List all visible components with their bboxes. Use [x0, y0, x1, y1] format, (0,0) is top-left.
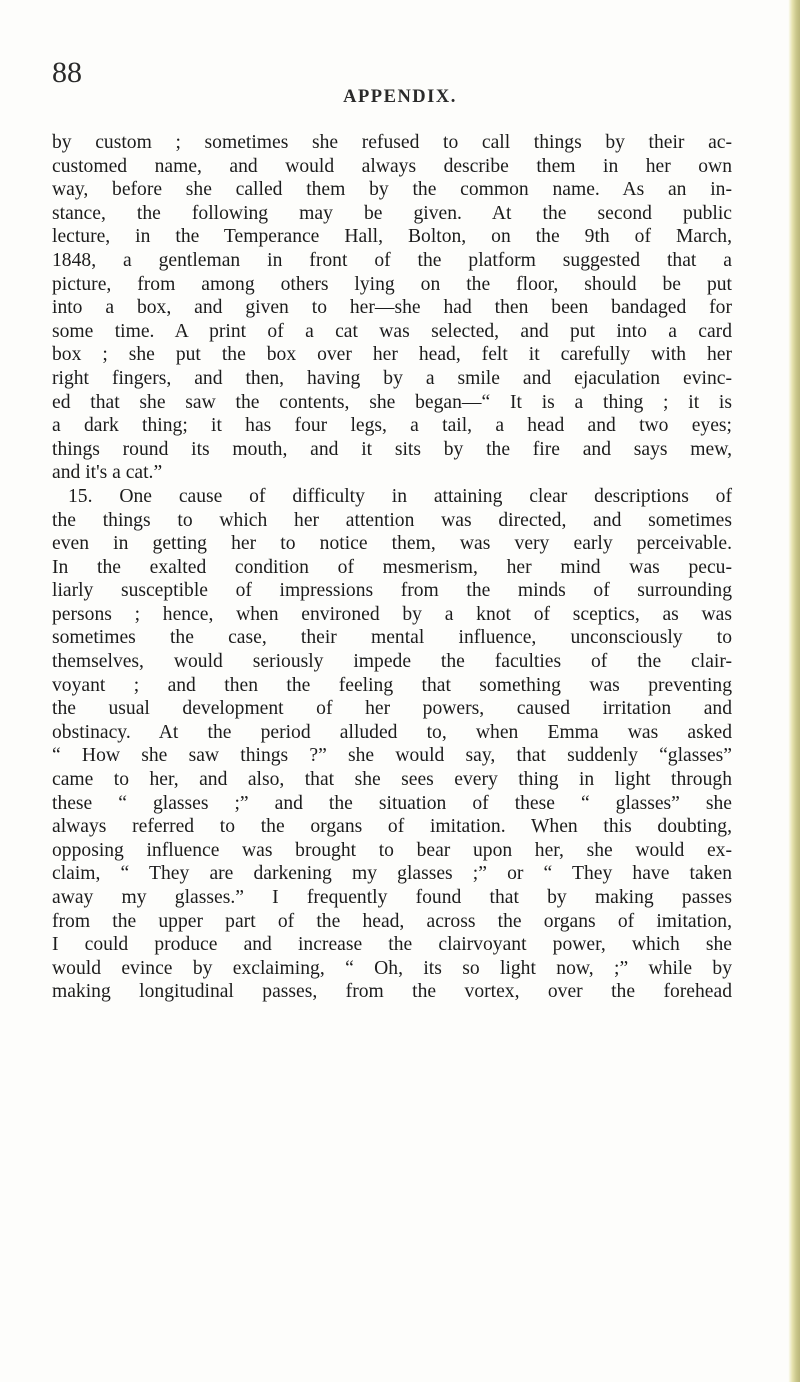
- page-number: 88: [52, 56, 82, 89]
- text-line: into a box, and given to her—she had then been bandaged for: [52, 297, 732, 319]
- text-line: away my glasses.” I frequently found that by making passes: [52, 887, 732, 908]
- text-line: the things to which her attention was directed, and sometimes: [52, 509, 732, 531]
- text-line: claim, “ They are darkening my glasses ;” or “ They have taken: [52, 863, 732, 885]
- body-text: [52, 131, 732, 1004]
- text-line: way, before she called them by the common name. As an in-: [52, 179, 732, 201]
- text-line: “ How she saw things ?” she would say, that suddenly “glasses”: [52, 745, 732, 767]
- text-line: themselves, would seriously impede the faculties of the clair-: [52, 651, 732, 673]
- text-line: I could produce and increase the clairvoyant power, which she: [52, 934, 732, 956]
- text-line: liarly susceptible of impressions from the minds of surrounding: [52, 580, 732, 602]
- running-head: APPENDIX.: [343, 87, 457, 107]
- text-line: stance, the following may be given. At the second public: [52, 202, 732, 224]
- text-line: making longitudinal passes, from the vortex, over the forehead: [52, 981, 732, 1003]
- text-line: things round its mouth, and it sits by the fire and says mew,: [52, 438, 732, 460]
- text-line: right fingers, and then, having by a smile and ejaculation evinc-: [52, 367, 732, 389]
- text-line: opposing influence was brought to bear upon her, she would ex-: [52, 839, 732, 861]
- text-line: the usual development of her powers, caused irritation and: [52, 698, 732, 720]
- text-line: lecture, in the Temperance Hall, Bolton, on the 9th of March,: [52, 226, 732, 248]
- text-line: In the exalted condition of mesmerism, her mind was pecu-: [52, 556, 732, 578]
- text-line: sometimes the case, their mental influence, unconsciously to: [52, 627, 732, 649]
- text-line: a dark thing; it has four legs, a tail, a head and two eyes;: [52, 415, 732, 437]
- page-edge-shadow: [788, 0, 800, 1382]
- text-line: some time. A print of a cat was selected, and put into a card: [52, 320, 732, 342]
- text-line: and it's a cat.”: [52, 462, 163, 484]
- text-line: box ; she put the box over her head, felt it carefully with her: [52, 344, 732, 366]
- text-line: persons ; hence, when environed by a knot of sceptics, as was: [52, 603, 732, 625]
- text-line: voyant ; and then the feeling that something was preventing: [52, 674, 732, 696]
- text-line: ed that she saw the contents, she began—“ It is a thing ; it is: [52, 391, 732, 413]
- text-line: 15. One cause of difficulty in attaining clear descriptions of: [68, 485, 732, 507]
- text-line: by custom ; sometimes she refused to call things by their ac-: [52, 132, 732, 153]
- text-line: customed name, and would always describe them in her own: [52, 155, 732, 177]
- text-line: obstinacy. At the period alluded to, when Emma was asked: [52, 721, 732, 743]
- text-line: even in getting her to notice them, was very early perceivable.: [52, 533, 732, 555]
- text-line: always referred to the organs of imitation. When this doubting,: [52, 816, 732, 838]
- text-line: picture, from among others lying on the floor, should be put: [52, 273, 732, 295]
- text-line: 1848, a gentleman in front of the platform suggested that a: [52, 249, 732, 271]
- text-line: came to her, and also, that she sees every thing in light through: [52, 769, 732, 791]
- text-line: would evince by exclaiming, “ Oh, its so light now, ;” while by: [52, 957, 732, 979]
- text-line: from the upper part of the head, across the organs of imitation,: [52, 910, 732, 932]
- text-line: these “ glasses ;” and the situation of these “ glasses” she: [52, 792, 732, 814]
